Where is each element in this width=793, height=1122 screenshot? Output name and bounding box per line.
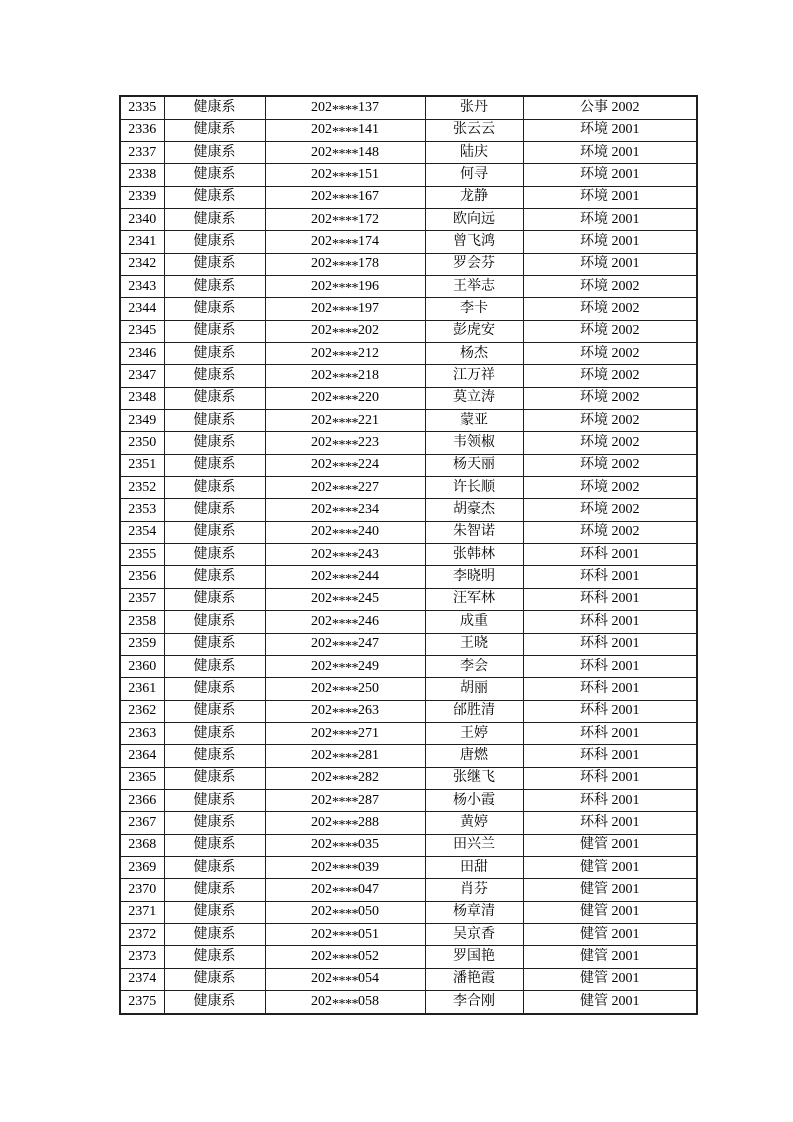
- cell-student-name: 田甜: [425, 856, 523, 878]
- cell-class: 健管 2001: [523, 834, 697, 856]
- cell-class: 健管 2001: [523, 968, 697, 990]
- cell-department: 健康系: [164, 477, 265, 499]
- cell-row-number: 2370: [120, 879, 164, 901]
- cell-student-id: 202****196: [265, 276, 425, 298]
- table-row: [120, 208, 697, 230]
- cell-student-id: 202****282: [265, 767, 425, 789]
- cell-student-name: 李合刚: [425, 991, 523, 1015]
- cell-student-id: 202****246: [265, 611, 425, 633]
- cell-student-id: 202****212: [265, 343, 425, 365]
- cell-department: 健康系: [164, 566, 265, 588]
- cell-department: 健康系: [164, 298, 265, 320]
- table-row: [120, 253, 697, 275]
- cell-student-id: 202****287: [265, 789, 425, 811]
- masked-digits: ****: [332, 638, 358, 654]
- cell-student-id: 202****227: [265, 477, 425, 499]
- cell-student-id: 202****174: [265, 231, 425, 253]
- table-row: [120, 276, 697, 298]
- cell-row-number: 2374: [120, 968, 164, 990]
- table-row: [120, 454, 697, 476]
- cell-row-number: 2345: [120, 320, 164, 342]
- masked-digits: ****: [332, 482, 358, 498]
- cell-row-number: 2339: [120, 186, 164, 208]
- masked-digits: ****: [332, 951, 358, 967]
- cell-class: 环科 2001: [523, 655, 697, 677]
- cell-row-number: 2342: [120, 253, 164, 275]
- table-row: [120, 856, 697, 878]
- cell-class: 健管 2001: [523, 923, 697, 945]
- cell-class: 公事 2002: [523, 96, 697, 119]
- cell-department: 健康系: [164, 834, 265, 856]
- cell-class: 环科 2001: [523, 611, 697, 633]
- cell-student-id: 202****218: [265, 365, 425, 387]
- cell-row-number: 2358: [120, 611, 164, 633]
- cell-student-id: 202****220: [265, 387, 425, 409]
- cell-class: 环境 2002: [523, 499, 697, 521]
- cell-class: 环境 2002: [523, 365, 697, 387]
- masked-digits: ****: [332, 571, 358, 587]
- cell-department: 健康系: [164, 186, 265, 208]
- cell-student-name: 莫立涛: [425, 387, 523, 409]
- cell-row-number: 2343: [120, 276, 164, 298]
- table-row: [120, 521, 697, 543]
- cell-student-id: 202****151: [265, 164, 425, 186]
- masked-digits: ****: [332, 884, 358, 900]
- table-row: [120, 499, 697, 521]
- cell-row-number: 2364: [120, 745, 164, 767]
- cell-student-name: 韦领椒: [425, 432, 523, 454]
- cell-student-id: 202****141: [265, 119, 425, 141]
- cell-student-id: 202****197: [265, 298, 425, 320]
- cell-class: 环科 2001: [523, 745, 697, 767]
- cell-student-name: 邰胜清: [425, 700, 523, 722]
- cell-student-name: 朱智诺: [425, 521, 523, 543]
- cell-student-name: 欧向远: [425, 208, 523, 230]
- masked-digits: ****: [332, 616, 358, 632]
- cell-student-id: 202****052: [265, 946, 425, 968]
- cell-class: 环科 2001: [523, 812, 697, 834]
- cell-student-id: 202****249: [265, 655, 425, 677]
- masked-digits: ****: [332, 415, 358, 431]
- cell-student-id: 202****137: [265, 96, 425, 119]
- cell-row-number: 2351: [120, 454, 164, 476]
- cell-student-id: 202****263: [265, 700, 425, 722]
- table-row: [120, 477, 697, 499]
- cell-student-id: 202****047: [265, 879, 425, 901]
- cell-department: 健康系: [164, 923, 265, 945]
- masked-digits: ****: [332, 348, 358, 364]
- cell-student-id: 202****223: [265, 432, 425, 454]
- cell-student-name: 何寻: [425, 164, 523, 186]
- cell-department: 健康系: [164, 276, 265, 298]
- cell-department: 健康系: [164, 856, 265, 878]
- table-row: [120, 812, 697, 834]
- cell-department: 健康系: [164, 700, 265, 722]
- cell-department: 健康系: [164, 365, 265, 387]
- cell-class: 环境 2002: [523, 521, 697, 543]
- cell-department: 健康系: [164, 141, 265, 163]
- cell-department: 健康系: [164, 789, 265, 811]
- table-row: [120, 410, 697, 432]
- cell-student-id: 202****240: [265, 521, 425, 543]
- cell-department: 健康系: [164, 879, 265, 901]
- masked-digits: ****: [332, 862, 358, 878]
- table-row: [120, 566, 697, 588]
- cell-row-number: 2361: [120, 678, 164, 700]
- table-row: [120, 119, 697, 141]
- cell-student-name: 田兴兰: [425, 834, 523, 856]
- cell-class: 环境 2002: [523, 276, 697, 298]
- cell-department: 健康系: [164, 991, 265, 1015]
- table-row: [120, 633, 697, 655]
- cell-department: 健康系: [164, 655, 265, 677]
- masked-digits: ****: [332, 974, 358, 990]
- cell-row-number: 2375: [120, 991, 164, 1015]
- cell-class: 健管 2001: [523, 879, 697, 901]
- masked-digits: ****: [332, 214, 358, 230]
- cell-student-id: 202****167: [265, 186, 425, 208]
- cell-department: 健康系: [164, 767, 265, 789]
- cell-class: 环科 2001: [523, 789, 697, 811]
- cell-student-id: 202****172: [265, 208, 425, 230]
- cell-student-name: 李晓明: [425, 566, 523, 588]
- cell-student-id: 202****245: [265, 588, 425, 610]
- table-row: [120, 655, 697, 677]
- cell-row-number: 2365: [120, 767, 164, 789]
- masked-digits: ****: [332, 996, 358, 1012]
- cell-student-id: 202****058: [265, 991, 425, 1015]
- cell-row-number: 2349: [120, 410, 164, 432]
- cell-department: 健康系: [164, 343, 265, 365]
- masked-digits: ****: [332, 594, 358, 610]
- cell-student-name: 曾飞鸿: [425, 231, 523, 253]
- cell-department: 健康系: [164, 253, 265, 275]
- table-row: [120, 387, 697, 409]
- cell-department: 健康系: [164, 521, 265, 543]
- cell-department: 健康系: [164, 611, 265, 633]
- cell-row-number: 2369: [120, 856, 164, 878]
- table-row: [120, 343, 697, 365]
- cell-student-name: 许长顺: [425, 477, 523, 499]
- table-row: [120, 365, 697, 387]
- cell-student-id: 202****247: [265, 633, 425, 655]
- cell-department: 健康系: [164, 387, 265, 409]
- cell-student-name: 杨杰: [425, 343, 523, 365]
- cell-row-number: 2341: [120, 231, 164, 253]
- cell-student-name: 张继飞: [425, 767, 523, 789]
- cell-student-name: 李会: [425, 655, 523, 677]
- table-row: [120, 231, 697, 253]
- cell-row-number: 2363: [120, 722, 164, 744]
- cell-student-id: 202****271: [265, 722, 425, 744]
- student-roster-table: [119, 95, 698, 1015]
- masked-digits: ****: [332, 706, 358, 721]
- cell-class: 环境 2002: [523, 298, 697, 320]
- cell-department: 健康系: [164, 454, 265, 476]
- cell-class: 环科 2001: [523, 722, 697, 744]
- cell-student-name: 胡豪杰: [425, 499, 523, 521]
- masked-digits: ****: [332, 549, 358, 565]
- table-row: [120, 700, 697, 722]
- table-row: [120, 298, 697, 320]
- masked-digits: ****: [332, 437, 358, 453]
- cell-row-number: 2336: [120, 119, 164, 141]
- masked-digits: ****: [332, 303, 358, 319]
- cell-class: 环境 2002: [523, 454, 697, 476]
- cell-department: 健康系: [164, 946, 265, 968]
- cell-row-number: 2337: [120, 141, 164, 163]
- masked-digits: ****: [332, 683, 358, 699]
- cell-class: 环科 2001: [523, 566, 697, 588]
- cell-row-number: 2357: [120, 588, 164, 610]
- cell-department: 健康系: [164, 722, 265, 744]
- masked-digits: ****: [332, 773, 358, 789]
- cell-student-id: 202****050: [265, 901, 425, 923]
- cell-student-id: 202****202: [265, 320, 425, 342]
- cell-department: 健康系: [164, 968, 265, 990]
- cell-department: 健康系: [164, 745, 265, 767]
- cell-row-number: 2362: [120, 700, 164, 722]
- cell-student-name: 杨天丽: [425, 454, 523, 476]
- cell-department: 健康系: [164, 119, 265, 141]
- table-row: [120, 96, 697, 119]
- cell-department: 健康系: [164, 410, 265, 432]
- cell-department: 健康系: [164, 432, 265, 454]
- cell-row-number: 2353: [120, 499, 164, 521]
- cell-department: 健康系: [164, 544, 265, 566]
- cell-row-number: 2356: [120, 566, 164, 588]
- table-row: [120, 432, 697, 454]
- cell-student-name: 杨小霞: [425, 789, 523, 811]
- cell-row-number: 2347: [120, 365, 164, 387]
- masked-digits: ****: [332, 929, 358, 945]
- cell-student-name: 王晓: [425, 633, 523, 655]
- cell-row-number: 2348: [120, 387, 164, 409]
- table-row: [120, 968, 697, 990]
- masked-digits: ****: [332, 795, 358, 811]
- cell-department: 健康系: [164, 812, 265, 834]
- cell-student-name: 张云云: [425, 119, 523, 141]
- cell-student-name: 江万祥: [425, 365, 523, 387]
- masked-digits: ****: [332, 259, 358, 275]
- cell-class: 环境 2002: [523, 387, 697, 409]
- cell-row-number: 2346: [120, 343, 164, 365]
- cell-class: 环境 2001: [523, 231, 697, 253]
- table-row: [120, 879, 697, 901]
- table-row: [120, 722, 697, 744]
- cell-row-number: 2373: [120, 946, 164, 968]
- cell-department: 健康系: [164, 231, 265, 253]
- cell-student-name: 王婷: [425, 722, 523, 744]
- table-row: [120, 186, 697, 208]
- masked-digits: ****: [332, 728, 358, 744]
- cell-row-number: 2367: [120, 812, 164, 834]
- masked-digits: ****: [332, 169, 358, 185]
- table-row: [120, 946, 697, 968]
- cell-student-name: 罗会芬: [425, 253, 523, 275]
- table-row: [120, 544, 697, 566]
- cell-student-name: 彭虎安: [425, 320, 523, 342]
- cell-class: 环境 2001: [523, 119, 697, 141]
- cell-class: 环境 2001: [523, 141, 697, 163]
- cell-class: 环境 2001: [523, 186, 697, 208]
- cell-student-id: 202****224: [265, 454, 425, 476]
- masked-digits: ****: [332, 527, 358, 543]
- cell-student-id: 202****281: [265, 745, 425, 767]
- cell-student-id: 202****148: [265, 141, 425, 163]
- cell-row-number: 2360: [120, 655, 164, 677]
- cell-row-number: 2371: [120, 901, 164, 923]
- table-row: [120, 923, 697, 945]
- cell-department: 健康系: [164, 901, 265, 923]
- cell-department: 健康系: [164, 164, 265, 186]
- cell-department: 健康系: [164, 678, 265, 700]
- masked-digits: ****: [332, 326, 358, 342]
- masked-digits: ****: [332, 102, 358, 118]
- cell-class: 健管 2001: [523, 901, 697, 923]
- table-row: [120, 901, 697, 923]
- cell-student-id: 202****250: [265, 678, 425, 700]
- cell-class: 环科 2001: [523, 767, 697, 789]
- cell-row-number: 2359: [120, 633, 164, 655]
- cell-row-number: 2354: [120, 521, 164, 543]
- cell-class: 健管 2001: [523, 991, 697, 1015]
- cell-student-id: 202****039: [265, 856, 425, 878]
- cell-student-id: 202****244: [265, 566, 425, 588]
- table-row: [120, 789, 697, 811]
- cell-student-name: 潘艳霞: [425, 968, 523, 990]
- table-body: [120, 96, 697, 1014]
- cell-row-number: 2366: [120, 789, 164, 811]
- table-row: [120, 164, 697, 186]
- cell-row-number: 2338: [120, 164, 164, 186]
- cell-class: 环科 2001: [523, 678, 697, 700]
- cell-student-name: 王举志: [425, 276, 523, 298]
- cell-student-id: 202****234: [265, 499, 425, 521]
- cell-class: 健管 2001: [523, 946, 697, 968]
- cell-department: 健康系: [164, 208, 265, 230]
- cell-student-name: 蒙亚: [425, 410, 523, 432]
- cell-student-name: 陆庆: [425, 141, 523, 163]
- cell-student-name: 唐燃: [425, 745, 523, 767]
- cell-row-number: 2355: [120, 544, 164, 566]
- cell-student-name: 龙静: [425, 186, 523, 208]
- cell-class: 健管 2001: [523, 856, 697, 878]
- masked-digits: ****: [332, 192, 358, 208]
- cell-student-id: 202****035: [265, 834, 425, 856]
- cell-department: 健康系: [164, 96, 265, 119]
- table-row: [120, 588, 697, 610]
- cell-student-id: 202****054: [265, 968, 425, 990]
- cell-student-name: 张丹: [425, 96, 523, 119]
- masked-digits: ****: [332, 281, 358, 297]
- cell-row-number: 2335: [120, 96, 164, 119]
- cell-class: 环境 2002: [523, 343, 697, 365]
- cell-row-number: 2340: [120, 208, 164, 230]
- masked-digits: ****: [332, 370, 358, 386]
- masked-digits: ****: [332, 840, 358, 856]
- masked-digits: ****: [332, 236, 358, 252]
- cell-student-id: 202****243: [265, 544, 425, 566]
- cell-student-id: 202****178: [265, 253, 425, 275]
- masked-digits: ****: [332, 817, 358, 833]
- table-row: [120, 767, 697, 789]
- cell-row-number: 2350: [120, 432, 164, 454]
- cell-student-name: 杨章清: [425, 901, 523, 923]
- cell-department: 健康系: [164, 499, 265, 521]
- masked-digits: ****: [332, 661, 358, 677]
- cell-class: 环境 2001: [523, 164, 697, 186]
- cell-class: 环科 2001: [523, 588, 697, 610]
- masked-digits: ****: [332, 147, 358, 163]
- cell-student-name: 胡丽: [425, 678, 523, 700]
- cell-class: 环境 2002: [523, 432, 697, 454]
- cell-class: 环境 2002: [523, 320, 697, 342]
- cell-student-name: 肖芬: [425, 879, 523, 901]
- cell-class: 环境 2001: [523, 208, 697, 230]
- cell-department: 健康系: [164, 633, 265, 655]
- table-row: [120, 745, 697, 767]
- masked-digits: ****: [332, 907, 358, 923]
- cell-student-name: 成重: [425, 611, 523, 633]
- cell-class: 环境 2002: [523, 477, 697, 499]
- masked-digits: ****: [332, 393, 358, 409]
- cell-department: 健康系: [164, 320, 265, 342]
- cell-student-name: 黄婷: [425, 812, 523, 834]
- cell-row-number: 2368: [120, 834, 164, 856]
- cell-class: 环科 2001: [523, 544, 697, 566]
- table-row: [120, 678, 697, 700]
- cell-student-id: 202****051: [265, 923, 425, 945]
- cell-class: 环科 2001: [523, 633, 697, 655]
- masked-digits: ****: [332, 460, 358, 476]
- cell-student-id: 202****221: [265, 410, 425, 432]
- table-row: [120, 320, 697, 342]
- masked-digits: ****: [332, 125, 358, 141]
- table-row: [120, 611, 697, 633]
- cell-class: 环境 2002: [523, 410, 697, 432]
- cell-student-name: 张韩林: [425, 544, 523, 566]
- cell-class: 环境 2001: [523, 253, 697, 275]
- table-row: [120, 991, 697, 1015]
- cell-student-name: 汪军林: [425, 588, 523, 610]
- cell-student-id: 202****288: [265, 812, 425, 834]
- cell-class: 环科 2001: [523, 700, 697, 722]
- cell-department: 健康系: [164, 588, 265, 610]
- cell-student-name: 吴京香: [425, 923, 523, 945]
- cell-row-number: 2372: [120, 923, 164, 945]
- table-row: [120, 834, 697, 856]
- table-row: [120, 141, 697, 163]
- masked-digits: ****: [332, 750, 358, 766]
- cell-row-number: 2352: [120, 477, 164, 499]
- cell-student-name: 罗国艳: [425, 946, 523, 968]
- cell-student-name: 李卡: [425, 298, 523, 320]
- masked-digits: ****: [332, 504, 358, 520]
- cell-row-number: 2344: [120, 298, 164, 320]
